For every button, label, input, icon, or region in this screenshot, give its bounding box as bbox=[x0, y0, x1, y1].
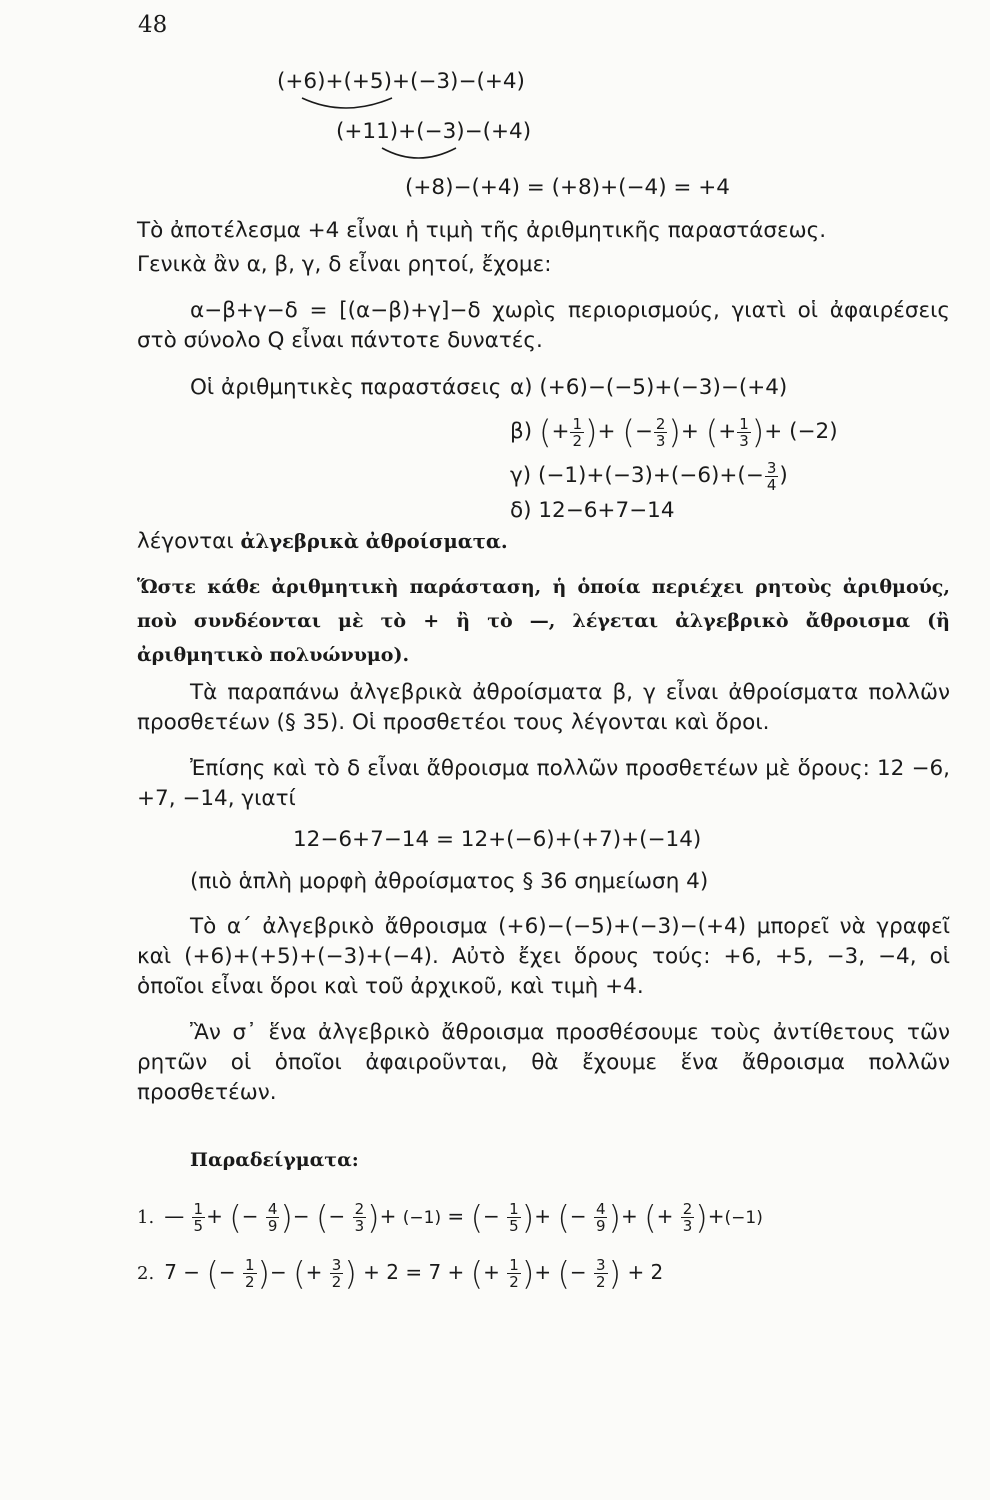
expression-b: β) (+ $\frac{1}{2}$ )+ (− $\frac{2}{3}$ )+ (+ $\frac{1}{3}$ )+ (−2) bbox=[510, 413, 838, 451]
paragraph-opposites: Ἂν σ᾽ ἕνα ἀλγεβρικὸ ἄθροισμα προσθέσουμε τοὺς ἀντίθετους τῶν ρητῶν οἱ ὁποῖοι ἀφαιροῦνται, θὰ ἔχουμε ἕνα ἄθροισμα πολλῶν προσθετέων. bbox=[137, 1020, 950, 1105]
example-2: 2. 7 − (− $\frac{1}{2}$ )− (+ $\frac{3}{2}$ ) + 2 = 7 + (+ $\frac{1}{2}$ )+ (− $\frac{3}{2}$ ) + 2 bbox=[137, 1254, 664, 1293]
examples-title: Παραδείγματα: bbox=[190, 1149, 359, 1171]
expressions-intro: Οἱ ἀριθμητικὲς παραστάσεις bbox=[190, 375, 502, 400]
paragraph-result: Τὸ ἀποτέλεσμα +4 εἶναι ἡ τιμὴ τῆς ἀριθμητικῆς παραστάσεως. bbox=[137, 218, 827, 243]
calc-line-2: (+11)+(−3)−(+4) bbox=[336, 119, 532, 144]
paragraph-terms: Τὰ παραπάνω ἀλγεβρικὰ ἀθροίσματα β, γ εἶναι ἀθροίσματα πολλῶν προσθετέων (§ 35). Οἱ προσθετέοι τους λέγονται καὶ ὅροι. bbox=[137, 680, 950, 735]
calc-line-1: (+6)+(+5)+(−3)−(+4) bbox=[277, 69, 525, 94]
paragraph-identity: α−β+γ−δ = [(α−β)+γ]−δ χωρὶς περιορισμούς, γιατὶ οἱ ἀφαιρέσεις στὸ σύνολο Q εἶναι πάντοτε δυνατές. bbox=[137, 298, 950, 353]
expression-a: α) (+6)−(−5)+(−3)−(+4) bbox=[510, 375, 788, 400]
expression-d: δ) 12−6+7−14 bbox=[510, 498, 675, 523]
paragraph-rewrite: Τὸ α΄ ἀλγεβρικὸ ἄθροισμα (+6)−(−5)+(−3)−(+4) μπορεῖ νὰ γραφεῖ καὶ (+6)+(+5)+(−3)+(−4). Αὐτὸ ἔχει ὅρους τούς: +6, +5, −3, −4, οἱ ὁποῖοι εἶναι ὅροι καὶ τοῦ ἀρχικοῦ, καὶ τιμὴ +4. bbox=[137, 914, 950, 999]
expression-b-label: β) bbox=[510, 419, 533, 444]
term-algebraic-sums: ἀλγεβρικὰ ἀθροίσματα. bbox=[240, 530, 508, 553]
example-1: 1. — $\frac{1}{5}$ + (− $\frac{4}{9}$ )− (− $\frac{2}{3}$ )+ (−1) = (− $\frac{1}{5}$ )+ (− $\frac{4}{9}$ )+ (+ $\frac{2}{3}$ )+(−1) bbox=[137, 1198, 763, 1237]
expression-c: γ) (−1)+(−3)+(−6)+(− $\frac{3}{4}$ ) bbox=[510, 458, 788, 494]
algebraic-sums-line: λέγονται ἀλγεβρικὰ ἀθροίσματα. bbox=[137, 529, 508, 554]
page-number: 48 bbox=[138, 12, 168, 38]
calc-line-3: (+8)−(+4) = (+8)+(−4) = +4 bbox=[405, 175, 730, 200]
paragraph-d-terms: Ἐπίσης καὶ τὸ δ εἶναι ἄθροισμα πολλῶν προσθετέων μὲ ὅρους: 12 −6, +7, −14, γιατί bbox=[137, 756, 950, 811]
paragraph-general: Γενικὰ ἂν α, β, γ, δ εἶναι ρητοί, ἔχομε: bbox=[137, 252, 552, 277]
equation-d: 12−6+7−14 = 12+(−6)+(+7)+(−14) bbox=[293, 827, 702, 852]
brace-1 bbox=[300, 96, 395, 116]
definition-paragraph: Ὥστε κάθε ἀριθμητικὴ παράσταση, ἡ ὁποία περιέχει ρητοὺς ἀριθμούς, ποὺ συνδέονται μὲ τὸ + ἢ τὸ —, λέγεται ἀλγεβρικὸ ἄθροισμα (ἢ ἀριθμητικὸ πολυώνυμο). bbox=[137, 576, 950, 666]
simple-form-note: (πιὸ ἁπλὴ μορφὴ ἀθροίσματος § 36 σημείωση 4) bbox=[190, 869, 709, 894]
brace-2 bbox=[380, 146, 460, 166]
